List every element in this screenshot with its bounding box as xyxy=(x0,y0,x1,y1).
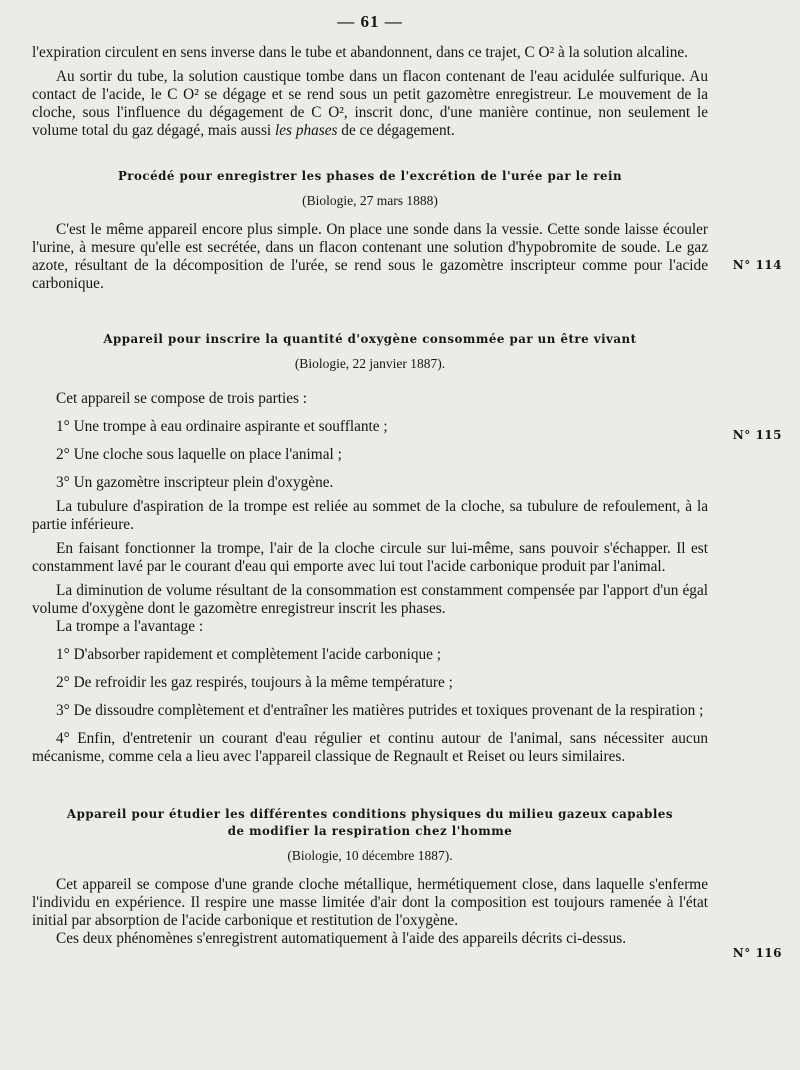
intro-p2-emphasis: les phases xyxy=(275,122,338,139)
section-115-paragraph-3: La diminution de volume résultant de la consommation est constamment compensée par l'apport d'un égal volume d'oxygène dont le gazomètre enregistreur inscrit les phases. xyxy=(32,582,708,617)
section-115-meta: (Biologie, 22 janvier 1887). xyxy=(294,356,446,371)
section-114-title: Procédé pour enregistrer les phases de l'excrétion de l'urée par le rein xyxy=(117,169,623,183)
intro-p2-text: Au sortir du tube, la solution caustique tombe dans un flacon contenant de l'eau acidulée sulfurique. Au contact de l'acide, le C O² se dégage et se rend sous un petit gazomètre enregistreur. Le mouvement de la cloche, sous l'influence du dégagement de C O², inscrit donc, d'une manière continue, non seulement le volume total du gaz dégagé, mais aussi xyxy=(32,68,708,139)
intro-paragraph-1: l'expiration circulent en sens inverse dans le tube et abandonnent, dans ce trajet, C O² à la solution alcaline. xyxy=(32,44,688,61)
page-number: — 61 — xyxy=(337,12,403,31)
section-114-meta: (Biologie, 27 mars 1888) xyxy=(302,193,438,208)
section-116-title-line-1: Appareil pour étudier les différentes conditions physiques du milieu gazeux capables xyxy=(66,807,674,821)
section-115-intro: Cet appareil se compose de trois parties : xyxy=(56,390,308,407)
section-115-advantage-intro: La trompe a l'avantage : xyxy=(56,618,204,635)
section-115-title: Appareil pour inscrire la quantité d'oxygène consommée par un être vivant xyxy=(103,332,637,346)
section-115-advantage-2: 2° De refroidir les gaz respirés, toujours à la même température ; xyxy=(56,674,453,691)
section-116-paragraph-2: Ces deux phénomènes s'enregistrent automatiquement à l'aide des appareils décrits ci-dessus. xyxy=(56,930,627,947)
section-116-title-line-2: de modifier la respiration chez l'homme xyxy=(227,824,513,838)
section-116-paragraph-1: Cet appareil se compose d'une grande cloche métallique, hermétiquement close, dans laquelle s'enferme l'individu en expérience. Il respire une masse limitée d'air dont la composition est toujours ramenée à l'état initial par absorption de l'acide carbonique et restitution de l'oxygène. xyxy=(32,876,708,929)
section-116-meta: (Biologie, 10 décembre 1887). xyxy=(287,848,453,863)
section-115-advantage-3: 3° De dissoudre complètement et d'entraîner les matières putrides et toxiques provenant de la respiration ; xyxy=(56,702,704,719)
section-114-number: N° 114 xyxy=(732,258,782,272)
intro-paragraph-2 xyxy=(32,68,708,140)
section-115-paragraph-1: La tubulure d'aspiration de la trompe est reliée au sommet de la cloche, sa tubulure de refoulement, à la partie inférieure. xyxy=(32,498,708,533)
section-115-part-1: 1° Une trompe à eau ordinaire aspirante et soufflante ; xyxy=(56,418,388,435)
section-116-title xyxy=(32,806,708,840)
section-114-text: C'est le même appareil encore plus simple. On place une sonde dans la vessie. Cette sonde laisse écouler l'urine, à mesure qu'elle est secrétée, dans un flacon contenant une solution d'hypobromite de soude. Le gaz azote, résultant de la décomposition de l'urée, se rend sous le gazomètre inscripteur comme pour l'acide carbonique. xyxy=(32,221,708,292)
section-115-paragraph-2: En faisant fonctionner la trompe, l'air de la cloche circule sur lui-même, sans pouvoir s'échapper. Il est constamment lavé par le courant d'eau qui emporte avec lui tout l'acide carbonique produit par l'animal. xyxy=(32,540,708,575)
section-115-part-3: 3° Un gazomètre inscripteur plein d'oxygène. xyxy=(56,474,334,491)
section-115-part-2: 2° Une cloche sous laquelle on place l'animal ; xyxy=(56,446,342,463)
section-116-number: N° 116 xyxy=(732,946,782,960)
section-115-advantage-4: 4° Enfin, d'entretenir un courant d'eau régulier et continu autour de l'animal, sans nécessiter aucun mécanisme, comme cela a lieu avec l'appareil classique de Regnault et Reiset ou leurs similaires. xyxy=(32,730,708,765)
intro-p2-end: de ce dégagement. xyxy=(341,122,455,139)
section-115-advantage-1: 1° D'absorber rapidement et complètement l'acide carbonique ; xyxy=(56,646,441,663)
section-115-number: N° 115 xyxy=(732,428,782,442)
